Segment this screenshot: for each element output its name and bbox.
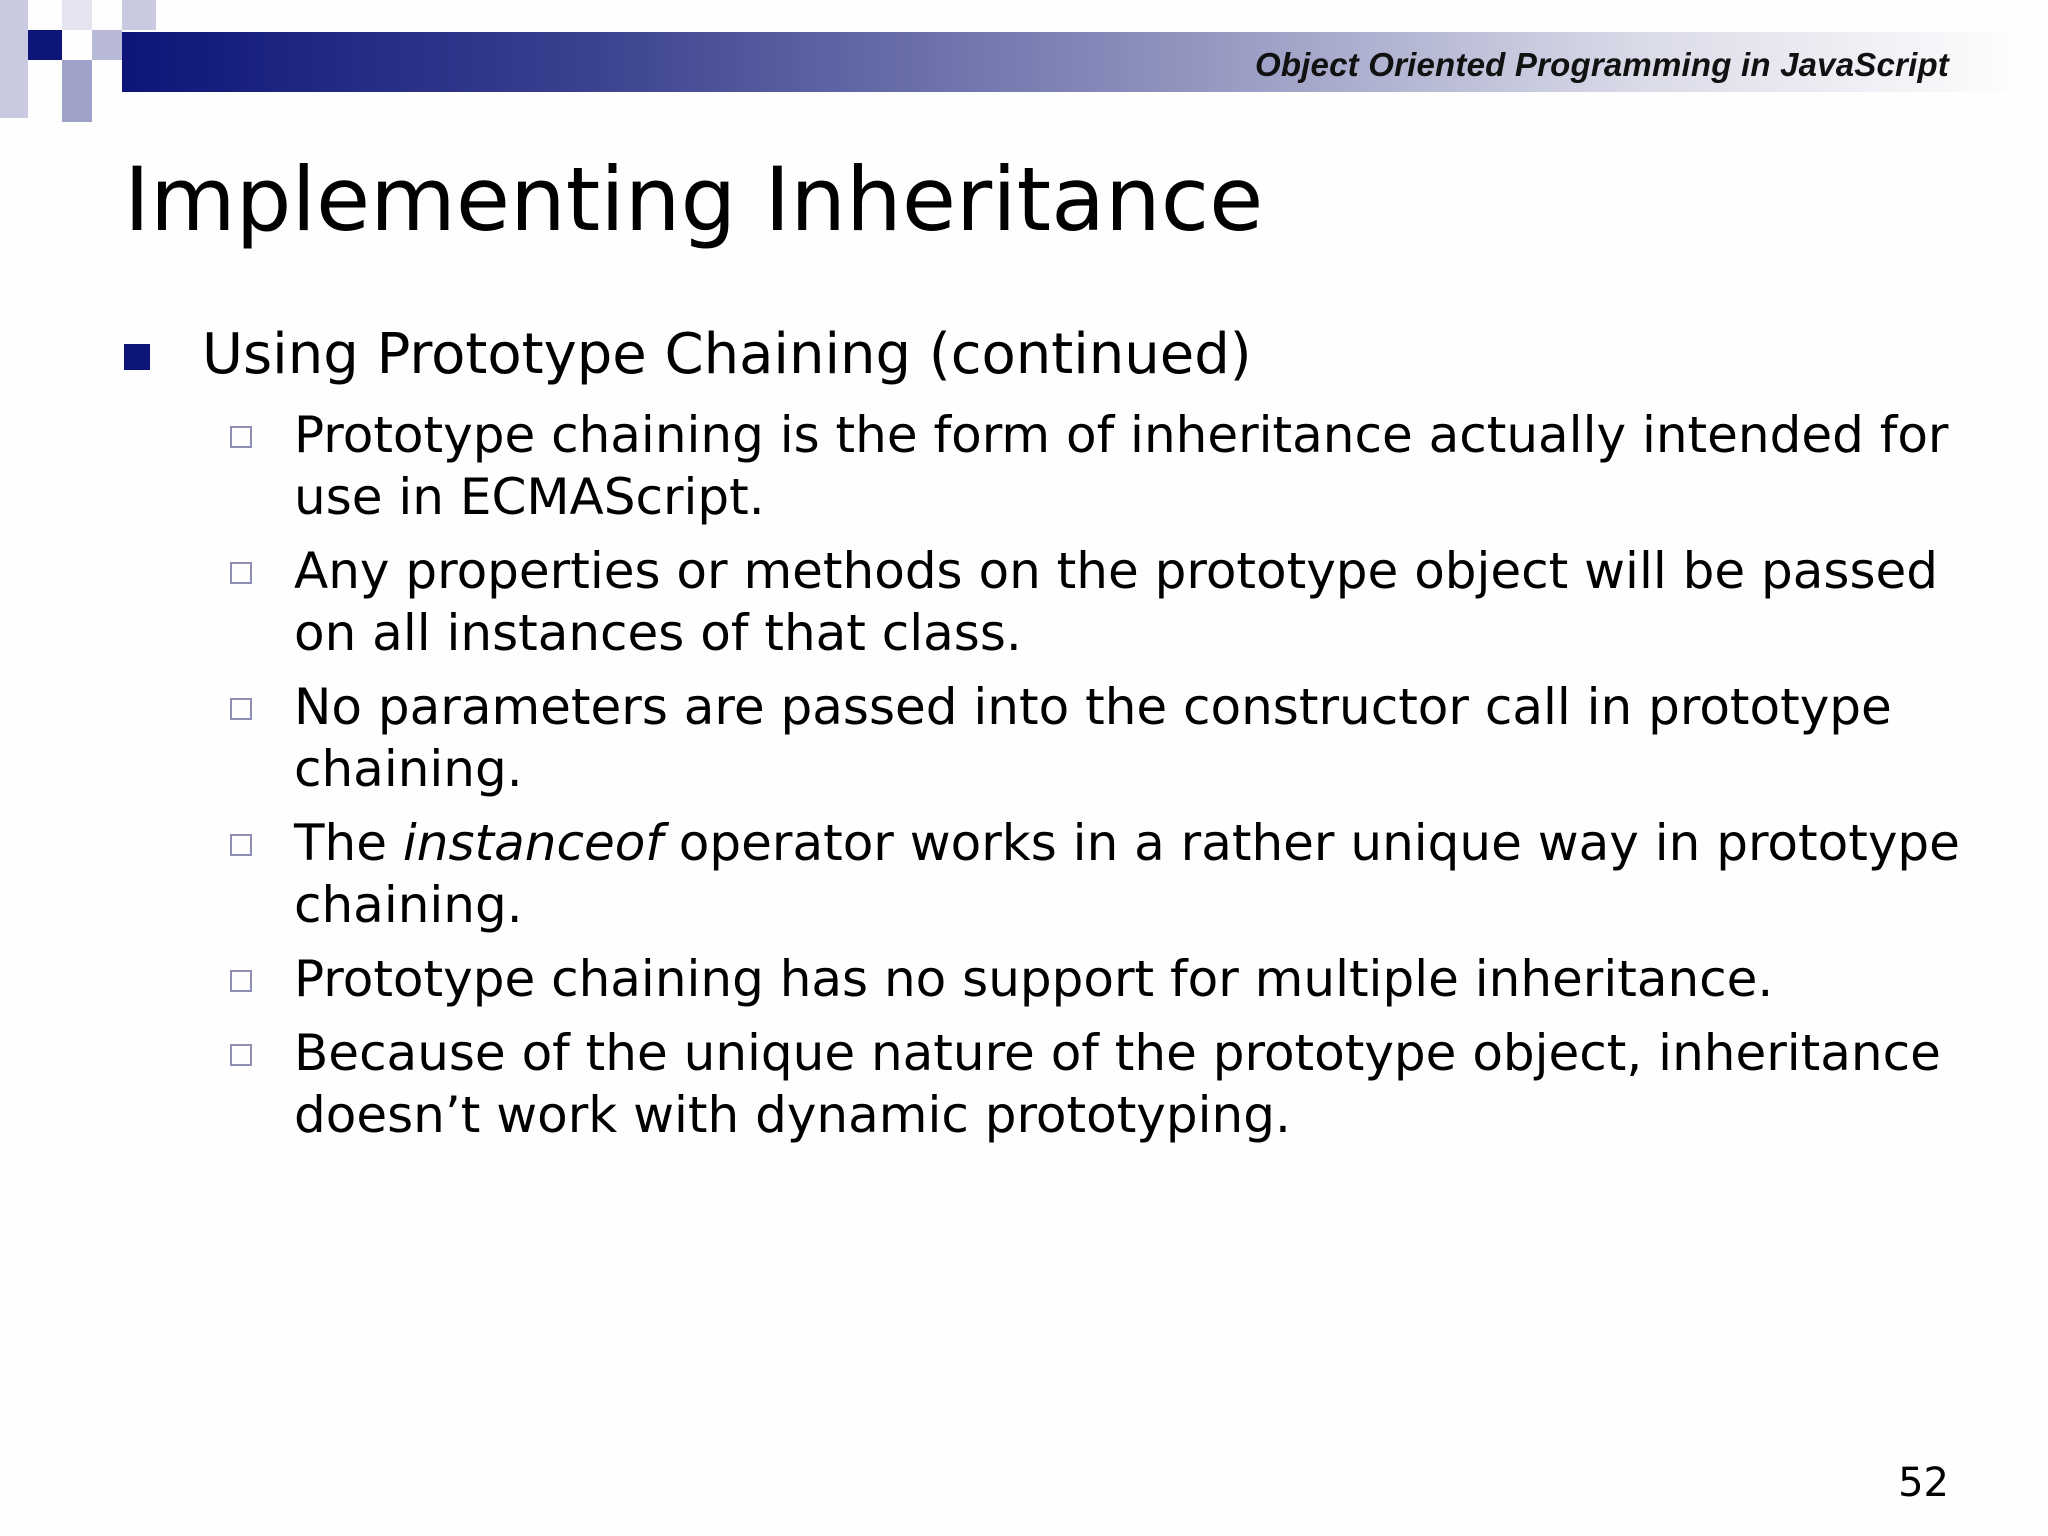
sub-bullet-text <box>294 404 1970 528</box>
sub-bullet-text <box>294 676 1970 800</box>
sub-bullet-item <box>230 812 1970 936</box>
decoration-square <box>92 30 122 60</box>
text-run: Prototype chaining has no support for multiple inheritance. <box>294 950 1774 1008</box>
decoration-square <box>0 0 28 118</box>
decoration-square <box>62 0 92 30</box>
slide-title: Implementing Inheritance <box>124 148 1264 251</box>
sub-bullet-item <box>230 676 1970 800</box>
sub-bullet-item <box>230 540 1970 664</box>
page-number: 52 <box>1898 1460 1949 1506</box>
sub-bullet-item <box>230 948 1970 1010</box>
decoration-square <box>122 0 156 30</box>
text-run: Prototype chaining is the form of inheritance actually intended for use in ECMAScript. <box>294 406 1949 526</box>
text-run: operator works in a rather unique way in prototype chaining. <box>294 814 1960 934</box>
bullet-text: Using Prototype Chaining (continued) <box>202 322 1252 387</box>
sub-bullet-list <box>230 404 1970 1158</box>
decoration-square <box>28 30 62 60</box>
decoration-square <box>62 60 92 122</box>
bullet-item <box>124 322 1252 387</box>
square-bullet-icon <box>124 344 150 370</box>
hollow-square-bullet-icon <box>230 970 252 992</box>
hollow-square-bullet-icon <box>230 1044 252 1066</box>
header-title: Object Oriented Programming in JavaScript <box>1254 46 1949 83</box>
text-run: Because of the unique nature of the prototype object, inheritance doesn’t work with dynamic prototyping. <box>294 1024 1941 1144</box>
sub-bullet-text <box>294 948 1773 1010</box>
hollow-square-bullet-icon <box>230 698 252 720</box>
hollow-square-bullet-icon <box>230 426 252 448</box>
text-run: No parameters are passed into the constructor call in prototype chaining. <box>294 678 1892 798</box>
sub-bullet-item <box>230 404 1970 528</box>
italic-keyword: instanceof <box>402 814 663 872</box>
hollow-square-bullet-icon <box>230 834 252 856</box>
sub-bullet-item <box>230 1022 1970 1146</box>
sub-bullet-text <box>294 812 1970 936</box>
hollow-square-bullet-icon <box>230 562 252 584</box>
text-run: The <box>294 814 403 872</box>
text-run: Any properties or methods on the prototype object will be passed on all instances of that class. <box>294 542 1938 662</box>
sub-bullet-text <box>294 1022 1970 1146</box>
sub-bullet-text <box>294 540 1970 664</box>
